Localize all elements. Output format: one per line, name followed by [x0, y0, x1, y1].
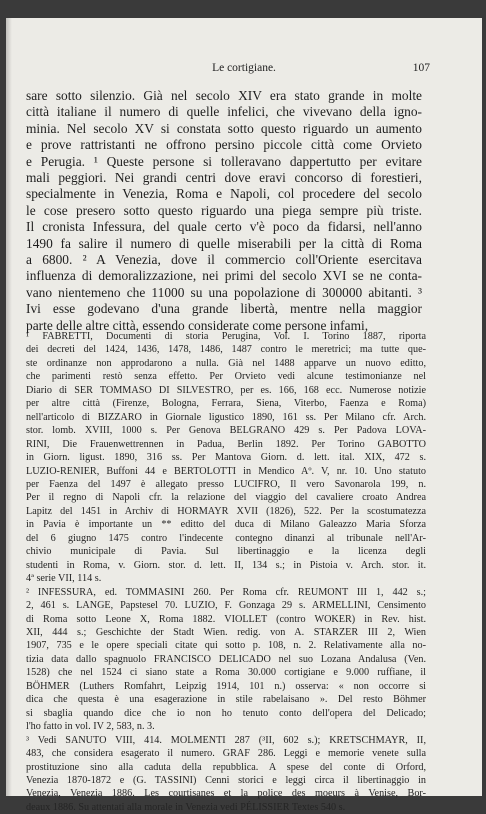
footnote-line: si sbaglia quando dice che io non ho tenuto conto dell'opera del Delicado; [26, 707, 426, 719]
body-text-line: Il cronista Infessura, del quale certo v'è poco da fidarsi, nell'anno [26, 219, 422, 235]
running-header [6, 18, 482, 92]
footnote-line: in Pavia è importante un ** editto del duca di Milano Galeazzo Maria Sforza [26, 519, 426, 531]
footnote-line: chivio municipale di Pavia. Sul libertinaggio e la licenza degli [26, 546, 426, 558]
footnote-line: deaux 1886. Su attentati alla morale in Venezia vedi PÉLISSIER Textes 540 s. [26, 801, 346, 813]
footnote-line: LUZIO-RENIER, Buffoni 44 e BERTOLOTTI in Mendico Aº. V, nr. 10. Uno statuto [26, 465, 426, 477]
body-text-line: minia. Nel secolo XV si constata sotto questo riguardo un aumento [26, 120, 422, 136]
footnote-line: ¹ FABRETTI, Documenti di storia Perugina, Vol. I. Torino 1887, riporta [26, 331, 426, 342]
footnote-line: Diario di SER TOMMASO DI SILVESTRO, per es. 166, 168 ecc. Numerose notizie [26, 384, 426, 396]
body-text-line: mali peggiori. Nei grandi centri dove eravi concorso di forestieri, [26, 170, 422, 186]
body-text-line: 1490 fa salire il numero di quelle miserabili per la città di Roma [26, 235, 422, 251]
footnote-line: Venezia 1870-1872 e (G. TASSINI) Cenni storici e leggi circa il libertinaggio in [26, 774, 426, 786]
body-text-line: parte delle altre città, essendo considerate come persone infami, [26, 317, 369, 333]
footnote-line: ste ordinanze non approdarono a nulla. Già nel 1488 apparve un nuovo editto, [26, 357, 426, 369]
footnote-line: per altre città (Firenze, Bologna, Ferrara, Siena, Viterbo, Faenza e Roma) [26, 398, 426, 410]
chapter-running-title: Le cortigiane. [212, 62, 276, 74]
footnote-line: per Faenza del 1497 è allegato presso LUCIFRO, Il vero Savonarola 199, n. [26, 478, 426, 490]
footnote-line: Lapitz del 1451 in Archiv di HORMAYR XVII (1826), 522. Per la scostumatezza [26, 505, 426, 517]
footnote-line: dica che questa è una esagerazione in stile rabelaisano ». Del resto Böhmer [26, 694, 426, 706]
body-text-line: a 6800. ² A Venezia, dove il commercio coll'Oriente esercitava [26, 252, 422, 268]
body-text-line: specialmente in Venezia, Roma e Napoli, col procedere del secolo [26, 186, 422, 202]
footnote-line: XII, 444 s.; Geschichte der Stadt Wien. redig. von A. STARZER III 2, Wien [26, 626, 426, 638]
footnote-line: che parimenti restò senza effetto. Per Orvieto vedi alcune testimonianze nel [26, 371, 426, 383]
footnote-line: Venezia, Venezia 1886. Les courtisanes et la police des moeurs à Venise, Bor- [26, 788, 426, 800]
footnote-line: l'ho fatto in vol. IV 2, 583, n. 3. [26, 721, 155, 733]
body-text-line: Ivi esse godevano d'una grande libertà, mentre nella maggior [26, 301, 422, 317]
book-page [6, 18, 482, 813]
body-text-line: sare sotto silenzio. Già nel secolo XIV era stato grande in molte [26, 88, 422, 103]
footnote-line: 1907, 735 e le opere speciali citate qui sotto p. 108, n. 2. Relativamente alla no- [26, 640, 426, 652]
body-text-line: influenza di demoralizzazione, nei primi del secolo XVI se ne conta- [26, 268, 422, 284]
footnote-line: del 6 giugno 1475 contro l'indecente contegno dinanzi al tribunale nell'Ar- [26, 532, 426, 544]
footnote-line: nell'articolo di BIZZARO in Giornale ligustico 1890, 161 ss. Per Milano cfr. Arch. [26, 411, 426, 423]
body-text [26, 88, 422, 334]
footnote-line: dei decreti del 1424, 1436, 1478, 1486, 1487 contro le meretrici; ma tutte que- [26, 344, 426, 356]
body-text-line: le cose presero sotto questo riguardo una piega sempre più triste. [26, 202, 422, 218]
footnote-line: di Roma sotto Leone X, Roma 1882. VIOLLET (contro WOKER) in Rev. hist. [26, 613, 426, 625]
body-text-line: vano nientemeno che 11000 su una popolazione di 300000 abitanti. ³ [26, 284, 422, 300]
footnote-line: BÖHMER (Luthers Romfahrt, Leipzig 1914, 101 n.) osserva: « non occorre si [26, 680, 426, 692]
body-text-line: e Perugia. ¹ Queste persone si tolleravano dappertutto per evitare [26, 153, 422, 169]
body-text-line: città italiane il numero di quelle infelici, che vivevano della igno- [26, 104, 422, 120]
footnote-line: in Giorn. ligust. 1890, 316 ss. Per Mantova Giorn. d. lett. ital. XIX, 472 s. [26, 452, 426, 464]
footnote-line: 2, 461 s. LANGE, Papstesel 70. LUZIO, F. Gonzaga 29 s. ARMELLINI, Censimento [26, 600, 426, 612]
page-edge-shadow [6, 18, 12, 796]
footnote-line: RINI, Die Frauenwettrennen in Padua, Berlin 1892. Per Torino GABOTTO [26, 438, 426, 450]
footnote-line: 483, che considera esagerato il numero. GRAF 286. Leggi e memorie venete sulla [26, 748, 426, 760]
footnote-line: 1528) che nel 1524 ci siano state a Roma 30.000 cortigiane e 9.000 ruffiane, il [26, 667, 426, 679]
footnote-line: stor. lomb. XVIII, 1000 s. Per Genova BELGRANO 429 s. Per Padova LOVA- [26, 425, 426, 437]
footnote-line: Per il regno di Napoli cfr. la relazione del viaggio del cavaliere croato Andrea [26, 492, 426, 504]
body-text-line: e prove rattristanti ne offrono persino piccole città come Orvieto [26, 137, 422, 153]
footnote-line: 4ª serie VII, 114 s. [26, 573, 102, 585]
footnote-line: tizia data dallo spagnuolo FRANCISCO DELICADO nel suo Lozana Andalusa (Ven. [26, 653, 426, 665]
footnote-line: prostituzione sino alla caduta della repubblica. A spese del conte di Orford, [26, 761, 426, 773]
page-number: 107 [412, 62, 430, 74]
footnote-line: ² INFESSURA, ed. TOMMASINI 260. Per Roma cfr. REUMONT III 1, 442 s.; [26, 586, 426, 598]
footnotes [26, 330, 426, 814]
footnote-line: studenti in Roma, v. Giorn. stor. d. lett. II, 134 s.; in Pistoia v. Arch. stor. it. [26, 559, 426, 571]
footnote-line: ³ Vedi SANUTO VIII, 414. MOLMENTI 287 (³II, 602 s.); KRETSCHMAYR, II, [26, 734, 426, 746]
